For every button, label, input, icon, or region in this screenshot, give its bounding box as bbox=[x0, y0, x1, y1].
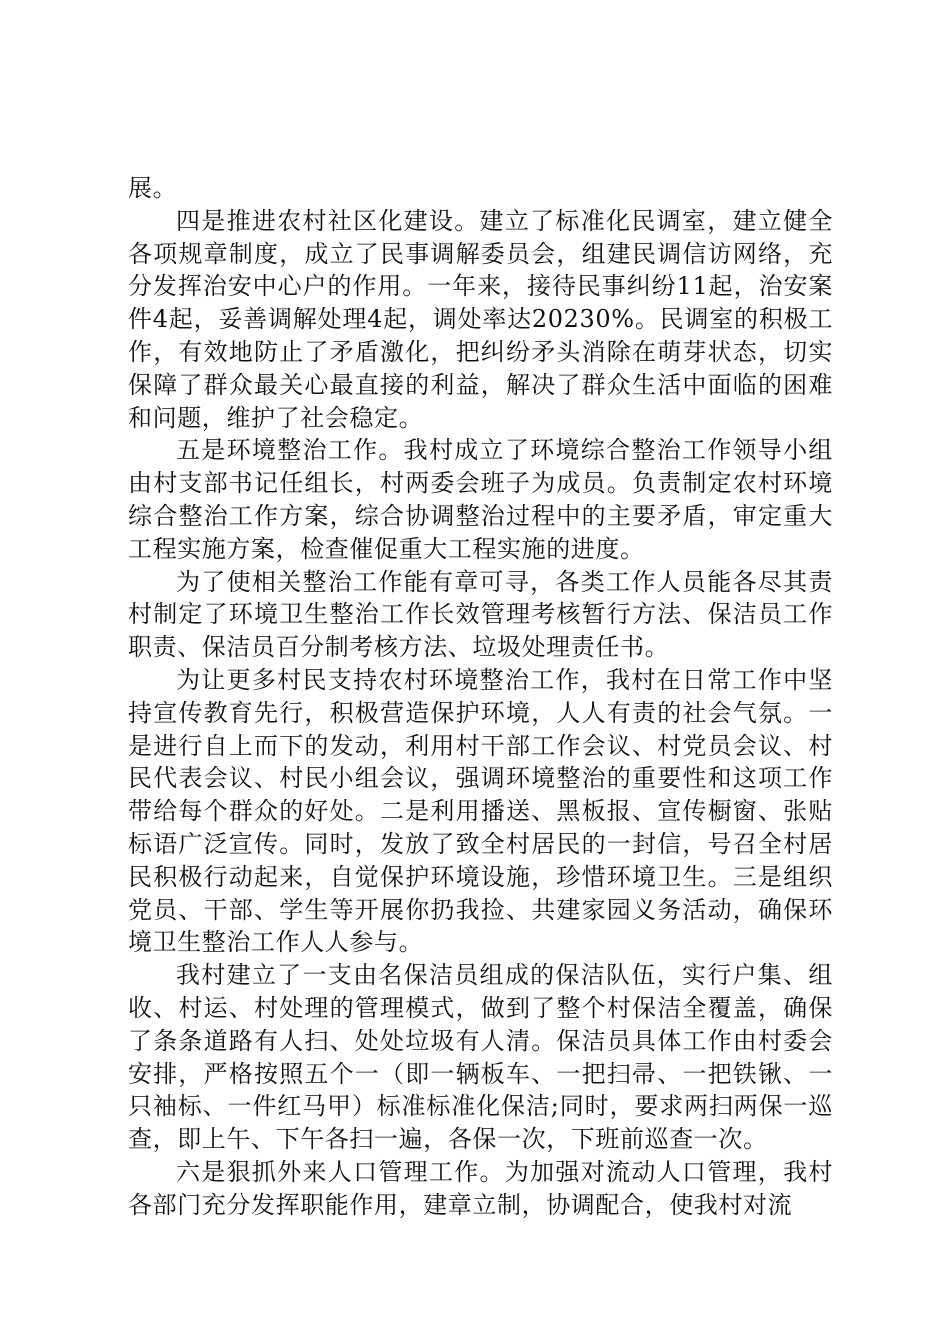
paragraph-environment-work: 五是环境整治工作。我村成立了环境综合整治工作领导小组由村支部书记任组长，村两委会班子为成员。负责制定农村环境综合整治工作方案，综合协调整治过程中的主要矛盾，审定重大工程实施方案，检查催促重大工程实施的进度。 bbox=[128, 436, 833, 563]
paragraph-rural-community: 四是推进农村社区化建设。建立了标准化民调室，建立健全各项规章制度，成立了民事调解委员会，组建民调信访网络，充分发挥治安中心户的作用。一年来，接待民事纠纷11起，治安案件4起，妥善调解处理4起，调处率达20230%。民调室的积极工作，有效地防止了矛盾激化，把纠纷矛头消除在萌芽状态，切实保障了群众最关心最直接的利益，解决了群众生活中面临的困难和问题，维护了社会稳定。 bbox=[128, 206, 833, 432]
paragraph-publicity: 为让更多村民支持农村环境整治工作，我村在日常工作中坚持宣传教育先行，积极营造保护环境，人人有责的社会气氛。一是进行自上而下的发动，利用村干部工作会议、村党员会议、村民代表会议、村民小组会议，强调环境整治的重要性和这项工作带给每个群众的好处。二是利用播送、黑板报、宣传橱窗、张贴标语广泛宣传。同时，发放了致全村居民的一封信，号召全村居民积极行动起来，自觉保护环境设施，珍惜环境卫生。三是组织党员、干部、学生等开展你扔我捡、共建家园义务活动，确保环境卫生整治工作人人参与。 bbox=[128, 665, 833, 957]
document-body bbox=[128, 172, 833, 1222]
paragraph-migrant-management: 六是狠抓外来人口管理工作。为加强对流动人口管理，我村各部门充分发挥职能作用，建章立制，协调配合，使我村对流 bbox=[128, 1157, 833, 1219]
paragraph-cleaning-team: 我村建立了一支由名保洁员组成的保洁队伍，实行户集、组收、村运、村处理的管理模式，做到了整个村保洁全覆盖，确保了条条道路有人扫、处处垃圾有人清。保洁员具体工作由村委会安排，严格按照五个一（即一辆板车、一把扫帚、一把铁锹、一只袖标、一件红马甲）标准标准化保洁;同时，要求两扫两保一巡查，即上午、下午各扫一遍，各保一次，下班前巡查一次。 bbox=[128, 961, 833, 1154]
paragraph-continuation: 展。 bbox=[128, 174, 178, 202]
paragraph-rules: 为了使相关整治工作能有章可寻，各类工作人员能各尽其责村制定了环境卫生整治工作长效管理考核暂行方法、保洁员工作职责、保洁员百分制考核方法、垃圾处理责任书。 bbox=[128, 567, 833, 662]
